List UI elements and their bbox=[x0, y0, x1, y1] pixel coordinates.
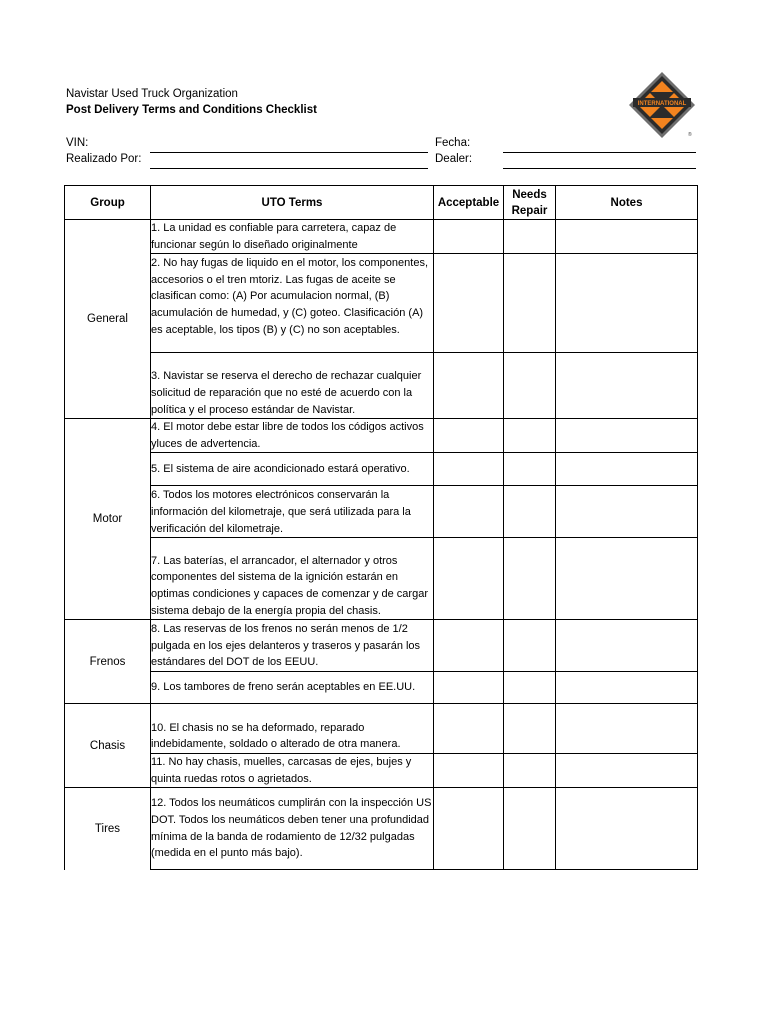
acceptable-cell-1[interactable] bbox=[434, 220, 504, 254]
notes-cell-6[interactable] bbox=[556, 486, 698, 538]
needs-repair-cell-1[interactable] bbox=[504, 220, 556, 254]
registered-mark: ® bbox=[688, 132, 692, 138]
needs-repair-cell-7[interactable] bbox=[504, 538, 556, 620]
term-10: 10. El chasis no se ha deformado, reparado indebidamente, soldado o alterado de otra manera. bbox=[151, 703, 434, 753]
acceptable-cell-4[interactable] bbox=[434, 419, 504, 453]
term-2: 2. No hay fugas de liquido en el motor, los componentes, accesorios o el tren mtoriz. Las fugas de aceite se clasifican como: (A) Por acumulacion normal, (B) acumulación de humedad, y (C) goteo. Clasificación (A) es aceptable, los tipos (B) y (C) no son aceptables. bbox=[151, 254, 434, 353]
group-header: Group bbox=[65, 186, 151, 220]
acceptable-cell-7[interactable] bbox=[434, 538, 504, 620]
notes-cell-4[interactable] bbox=[556, 419, 698, 453]
needs-repair-cell-8[interactable] bbox=[504, 620, 556, 672]
term-3: 3. Navistar se reserva el derecho de rechazar cualquier solicitud de reparación que no esté de acuerdo con la política y el proceso estándar de Navistar. bbox=[151, 353, 434, 419]
table-row bbox=[65, 620, 698, 672]
group-chasis: Chasis bbox=[65, 703, 151, 787]
acceptable-cell-9[interactable] bbox=[434, 671, 504, 703]
acceptable-cell-3[interactable] bbox=[434, 353, 504, 419]
notes-cell-9[interactable] bbox=[556, 671, 698, 703]
acceptable-cell-2[interactable] bbox=[434, 254, 504, 353]
international-logo bbox=[627, 70, 697, 140]
notes-cell-5[interactable] bbox=[556, 453, 698, 486]
table-row bbox=[65, 220, 698, 254]
table-row bbox=[65, 453, 698, 486]
dealer-label: Dealer: bbox=[435, 153, 473, 165]
needs-repair-cell-10[interactable] bbox=[504, 703, 556, 753]
organization-name: Navistar Used Truck Organization bbox=[66, 88, 238, 100]
performed-by-label: Realizado Por: bbox=[66, 153, 142, 165]
needs-repair-cell-9[interactable] bbox=[504, 671, 556, 703]
group-frenos: Frenos bbox=[65, 620, 151, 704]
term-5: 5. El sistema de aire acondicionado estará operativo. bbox=[151, 453, 434, 486]
dealer-field[interactable] bbox=[503, 168, 696, 169]
checklist-table bbox=[64, 185, 698, 870]
term-7: 7. Las baterías, el arrancador, el alternador y otros componentes del sistema de la ignición estarán en optimas condiciones y capaces de comenzar y de cargar sistema debajo de la energía propia del chasis. bbox=[151, 538, 434, 620]
table-row bbox=[65, 788, 698, 870]
notes-cell-11[interactable] bbox=[556, 753, 698, 787]
notes-cell-8[interactable] bbox=[556, 620, 698, 672]
notes-cell-7[interactable] bbox=[556, 538, 698, 620]
performed-by-field[interactable] bbox=[150, 168, 428, 169]
term-9: 9. Los tambores de freno serán aceptables en EE.UU. bbox=[151, 671, 434, 703]
needs-repair-cell-12[interactable] bbox=[504, 788, 556, 870]
table-row bbox=[65, 486, 698, 538]
term-4: 4. El motor debe estar libre de todos los códigos activos yluces de advertencia. bbox=[151, 419, 434, 453]
vin-label: VIN: bbox=[66, 137, 89, 149]
terms-header: UTO Terms bbox=[151, 186, 434, 220]
acceptable-cell-10[interactable] bbox=[434, 703, 504, 753]
term-11: 11. No hay chasis, muelles, carcasas de ejes, bujes y quinta ruedas rotos o agrietados. bbox=[151, 753, 434, 787]
logo-text: INTERNATIONAL bbox=[637, 101, 687, 107]
needs-repair-cell-4[interactable] bbox=[504, 419, 556, 453]
group-general: General bbox=[65, 220, 151, 419]
term-12: 12. Todos los neumáticos cumplirán con la inspección US DOT. Todos los neumáticos deben tener una profundidad mínima de la banda de rodamiento de 12/32 pulgadas (medida en el punto más bajo). bbox=[151, 788, 434, 870]
acceptable-cell-5[interactable] bbox=[434, 453, 504, 486]
table-row bbox=[65, 753, 698, 787]
table-row bbox=[65, 538, 698, 620]
table-row bbox=[65, 703, 698, 753]
needs-repair-cell-11[interactable] bbox=[504, 753, 556, 787]
notes-header: Notes bbox=[556, 186, 698, 220]
needs-repair-cell-2[interactable] bbox=[504, 254, 556, 353]
term-8: 8. Las reservas de los frenos no serán menos de 1/2 pulgada en los ejes delanteros y traseros y pasarán los estándares del DOT de los EEUU. bbox=[151, 620, 434, 672]
needs-repair-cell-3[interactable] bbox=[504, 353, 556, 419]
needs-repair-cell-5[interactable] bbox=[504, 453, 556, 486]
table-row bbox=[65, 419, 698, 453]
date-label: Fecha: bbox=[435, 137, 471, 149]
vin-field[interactable] bbox=[150, 152, 428, 153]
table-row bbox=[65, 254, 698, 353]
notes-cell-3[interactable] bbox=[556, 353, 698, 419]
group-motor: Motor bbox=[65, 419, 151, 620]
table-row bbox=[65, 671, 698, 703]
needs-repair-header: Needs Repair bbox=[504, 186, 556, 220]
notes-cell-1[interactable] bbox=[556, 220, 698, 254]
notes-cell-2[interactable] bbox=[556, 254, 698, 353]
acceptable-cell-11[interactable] bbox=[434, 753, 504, 787]
acceptable-cell-8[interactable] bbox=[434, 620, 504, 672]
term-1: 1. La unidad es confiable para carretera, capaz de funcionar según lo diseñado originalmente bbox=[151, 220, 434, 254]
notes-cell-10[interactable] bbox=[556, 703, 698, 753]
date-field[interactable] bbox=[503, 152, 696, 153]
needs-repair-cell-6[interactable] bbox=[504, 486, 556, 538]
acceptable-cell-6[interactable] bbox=[434, 486, 504, 538]
table-row bbox=[65, 353, 698, 419]
header-row bbox=[65, 186, 698, 220]
term-6: 6. Todos los motores electrónicos conservarán la información del kilometraje, que será utilizada para la verificación del kilometraje. bbox=[151, 486, 434, 538]
acceptable-header: Acceptable bbox=[434, 186, 504, 220]
document-title: Post Delivery Terms and Conditions Checklist bbox=[66, 104, 317, 116]
acceptable-cell-12[interactable] bbox=[434, 788, 504, 870]
group-tires: Tires bbox=[65, 788, 151, 870]
notes-cell-12[interactable] bbox=[556, 788, 698, 870]
